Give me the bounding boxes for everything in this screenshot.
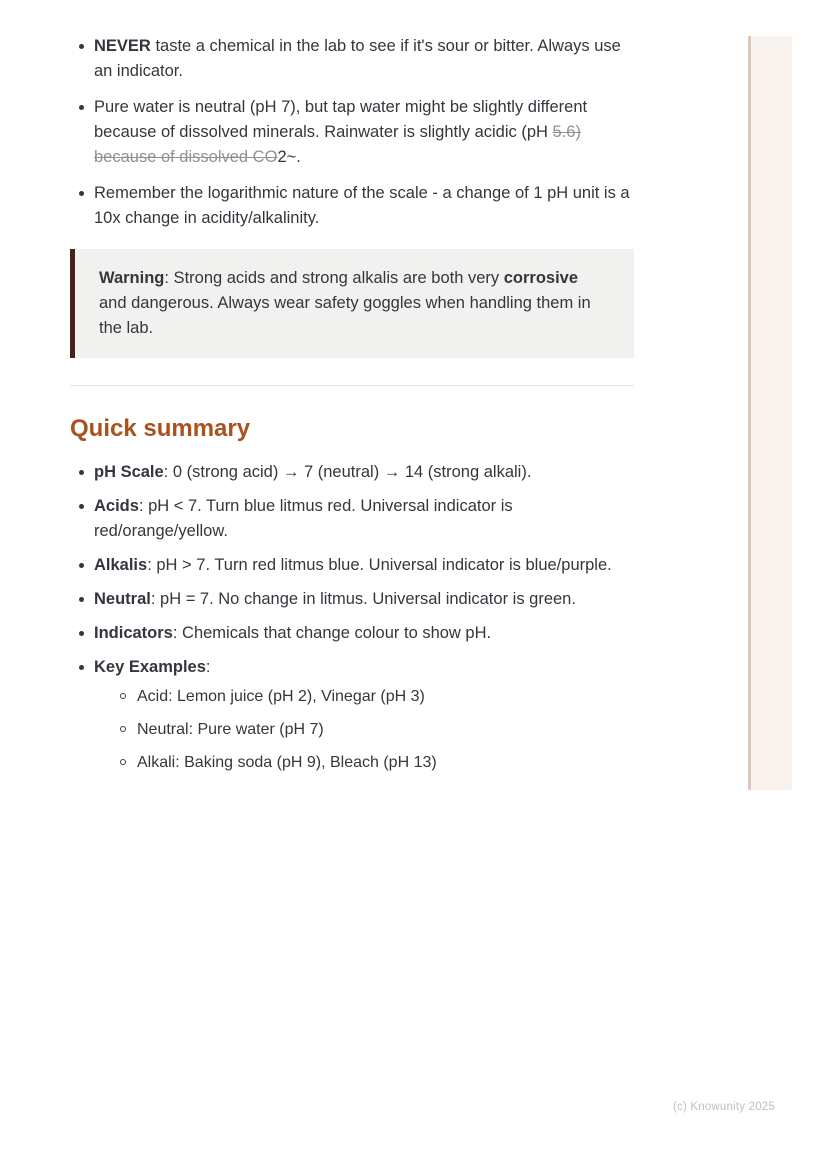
item-text: : pH > 7. Turn red litmus blue. Universal indicator is blue/purple.: [147, 556, 612, 574]
list-item: [70, 553, 634, 578]
list-item: [70, 95, 634, 170]
note-text: 2~.: [277, 148, 301, 166]
sub-list-item: Neutral: Pure water (pH 7): [120, 717, 634, 742]
item-lead: Indicators: [94, 624, 173, 642]
note-strikethrough-text: 5.6) because of dissolved CO: [94, 123, 581, 166]
footer-credit: (c) Knowunity 2025: [672, 1101, 775, 1113]
item-lead: Key Examples: [94, 658, 206, 676]
note-text: Pure water is neutral (pH 7), but tap water might be slightly different because of dissolved minerals. Rainwater is slightly acidic (pH: [94, 98, 588, 141]
list-item: [70, 655, 634, 775]
notes-list: [70, 34, 634, 231]
item-text: :: [205, 658, 211, 676]
key-examples-list: [94, 684, 634, 775]
list-item: [70, 460, 634, 485]
note-bold-text: NEVER: [94, 37, 151, 55]
sub-list-item: Acid: Lemon juice (pH 2), Vinegar (pH 3): [120, 684, 634, 709]
item-text: : pH < 7. Turn blue litmus red. Universal indicator is red/orange/yellow.: [94, 497, 513, 540]
sub-list-item: Alkali: Baking soda (pH 9), Bleach (pH 13): [120, 750, 634, 775]
warning-label: Warning: [99, 269, 165, 287]
item-text: : Chemicals that change colour to show pH.: [172, 624, 492, 642]
warning-text: and dangerous. Always wear safety goggles when handling them in the lab.: [99, 294, 591, 337]
summary-list: [70, 460, 634, 775]
item-lead: Neutral: [94, 590, 151, 608]
note-text: taste a chemical in the lab to see if it's sour or bitter. Always use an indicator.: [94, 37, 621, 80]
item-text: : 0 (strong acid) → 7 (neutral) → 14 (strong alkali).: [163, 463, 532, 481]
item-lead: Alkalis: [94, 556, 148, 574]
list-item: [70, 34, 634, 84]
item-lead: Acids: [94, 497, 139, 515]
list-item: [70, 621, 634, 646]
section-heading: Quick summary: [70, 415, 251, 442]
warning-text: : Strong acids and strong alkalis are both very: [164, 269, 504, 287]
list-item: [70, 181, 634, 231]
warning-callout: [70, 249, 634, 358]
item-lead: pH Scale: [94, 463, 164, 481]
list-item: [70, 587, 634, 612]
warning-bold-text: corrosive: [503, 269, 579, 287]
next-page-edge-strip: [748, 36, 792, 790]
list-item: [70, 494, 634, 544]
note-text: Remember the logarithmic nature of the scale - a change of 1 pH unit is a 10x change in acidity/alkalinity.: [94, 184, 630, 227]
document-content: [70, 34, 634, 784]
item-text: : pH = 7. No change in litmus. Universal indicator is green.: [150, 590, 576, 608]
section-divider: [70, 385, 634, 386]
